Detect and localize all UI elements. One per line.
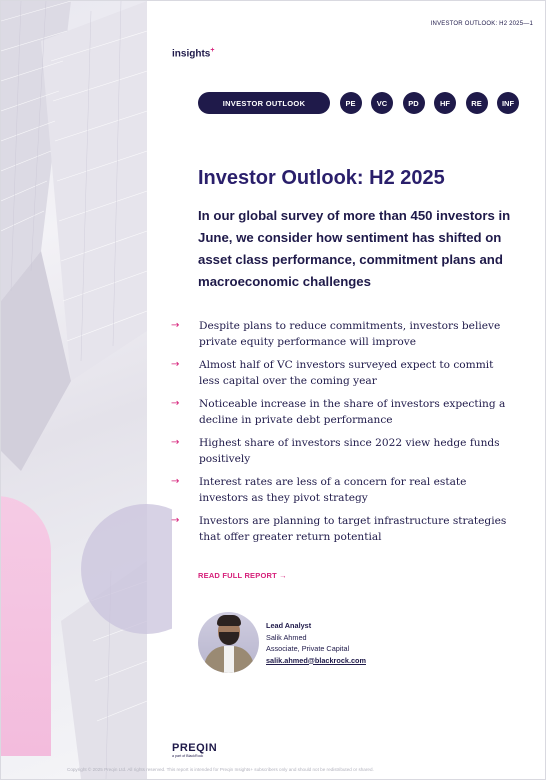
insights-brand: insights+: [172, 47, 215, 60]
analyst-title: Associate, Private Capital: [266, 644, 350, 653]
analyst-email-link[interactable]: salik.ahmed@blackrock.com: [266, 655, 366, 665]
tab-vc[interactable]: VC: [371, 92, 393, 114]
decorative-skyline-panel: [1, 1, 147, 779]
list-item: → Noticeable increase in the share of investors expecting a decline in private debt performance: [171, 398, 506, 426]
list-item: → Interest rates are less of a concern for real estate investors as they pivot strategy: [171, 476, 467, 504]
tab-re[interactable]: RE: [466, 92, 488, 114]
key-findings-list: [171, 318, 511, 552]
tab-hf[interactable]: HF: [434, 92, 456, 114]
tab-pe[interactable]: PE: [340, 92, 362, 114]
arrow-right-icon: →: [171, 515, 180, 526]
list-item: → Almost half of VC investors surveyed expect to commit less capital over the coming year: [171, 359, 494, 387]
arrow-right-icon: →: [171, 359, 180, 370]
tab-inf[interactable]: INF: [497, 92, 519, 114]
tab-pd[interactable]: PD: [403, 92, 425, 114]
arrow-right-icon: →: [171, 437, 180, 448]
analyst-avatar: [198, 612, 259, 673]
list-item: → Investors are planning to target infrastructure strategies that offer greater return potential: [171, 515, 507, 543]
preqin-logo: [172, 742, 217, 758]
list-item: → Highest share of investors since 2022 view hedge funds positively: [171, 437, 500, 465]
arrow-right-icon: →: [171, 320, 180, 331]
arrow-right-icon: →: [171, 476, 180, 487]
plus-mark-icon: +: [210, 47, 215, 54]
read-full-report-link[interactable]: READ FULL REPORT →: [198, 571, 287, 580]
running-header: INVESTOR OUTLOOK: H2 2025—1: [430, 21, 533, 27]
preqin-wordmark: PREQIN: [172, 742, 218, 754]
copyright-footer: Copyright © 2025 Preqin Ltd. All rights reserved. This report is intended for Preqin Insights+ subscribers only and should not be redistributed or shared.: [67, 767, 374, 772]
pink-arch-shape: [1, 496, 51, 756]
analyst-name: Salik Ahmed: [266, 632, 307, 642]
page-title: Investor Outlook: H2 2025: [198, 167, 445, 189]
analyst-details: [266, 620, 366, 666]
tab-investor-outlook[interactable]: INVESTOR OUTLOOK: [198, 92, 330, 114]
asset-class-tabs: [198, 92, 519, 114]
analyst-role: Lead Analyst: [266, 621, 312, 630]
lilac-circle-overflow: [147, 504, 172, 634]
lead-paragraph: In our global survey of more than 450 investors in June, we consider how sentiment has shifted on asset class performance, commitment plans and macroeconomic challenges: [198, 208, 511, 289]
list-item: → Despite plans to reduce commitments, investors believe private equity performance will improve: [171, 320, 501, 348]
blackrock-tagline: a part of BlackRock: [172, 754, 204, 758]
arrow-right-icon: →: [171, 398, 180, 409]
